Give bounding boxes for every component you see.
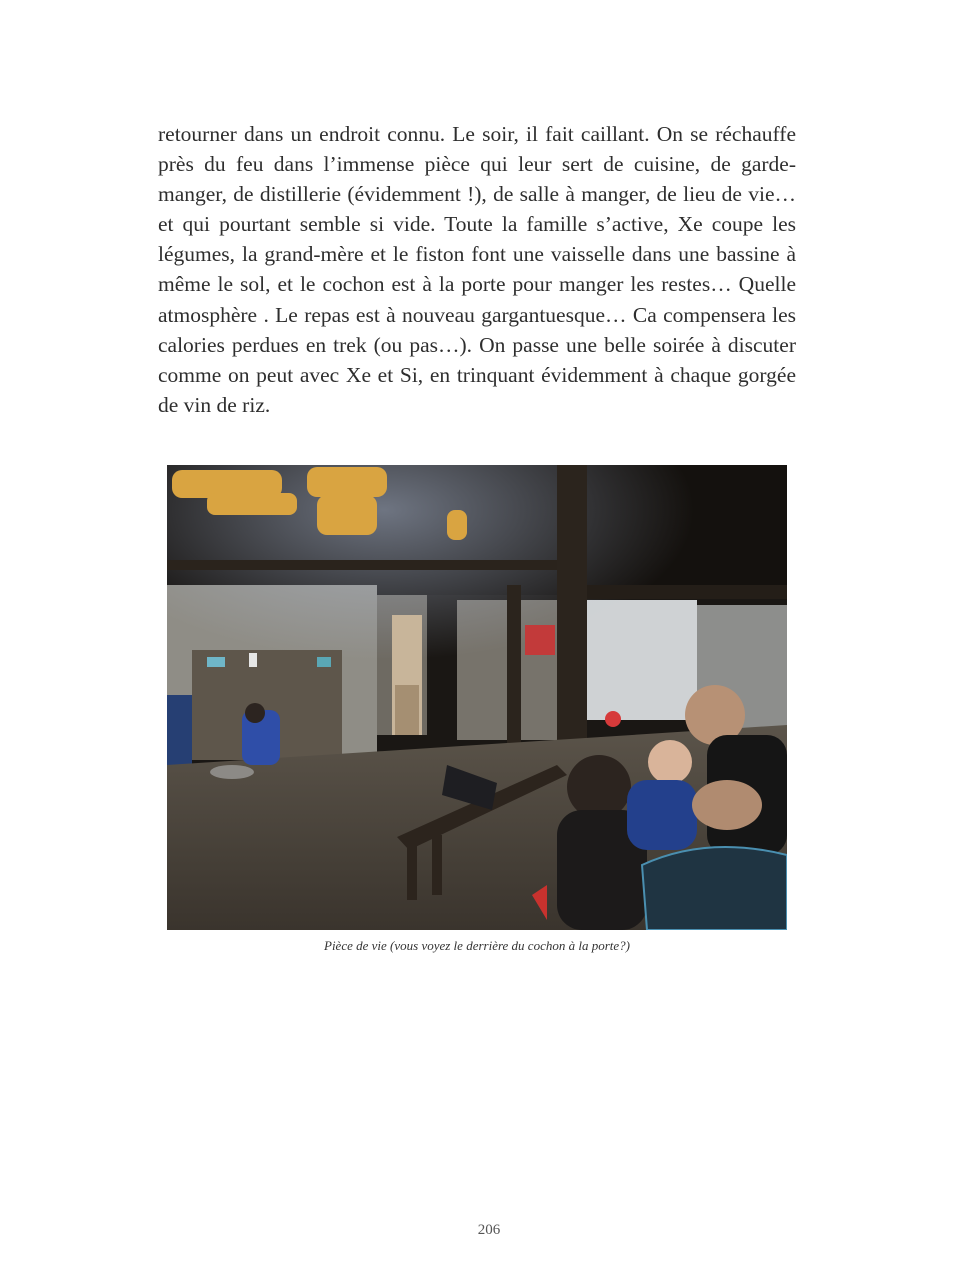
page-number: 206 [477,1222,501,1238]
interior-photo [167,465,787,930]
photo-caption: Pièce de vie (vous voyez le derrière du cochon à la porte?) [324,938,630,953]
body-paragraph: retourner dans un endroit connu. Le soir, il fait caillant. On se réchauffe près du feu dans l’immense pièce qui leur sert de cuisine, de garde-manger, de distillerie (évidemment !), de salle à manger, de lieu de vie… et qui pourtant semble si vide. Toute la famille s’active, Xe coupe les légumes, la grand-mère et le fiston font une vaisselle dans une bassine à même le sol, et le cochon est à la porte pour manger les restes… Quelle atmosphère . Le repas est à nouveau gargantuesque… Ca compensera les calories perdues en trek (ou pas…). On passe une belle soirée à discuter comme on peut avec Xe et Si, en trinquant évidemment à chaque gorgée de vin de riz. [158,122,796,417]
